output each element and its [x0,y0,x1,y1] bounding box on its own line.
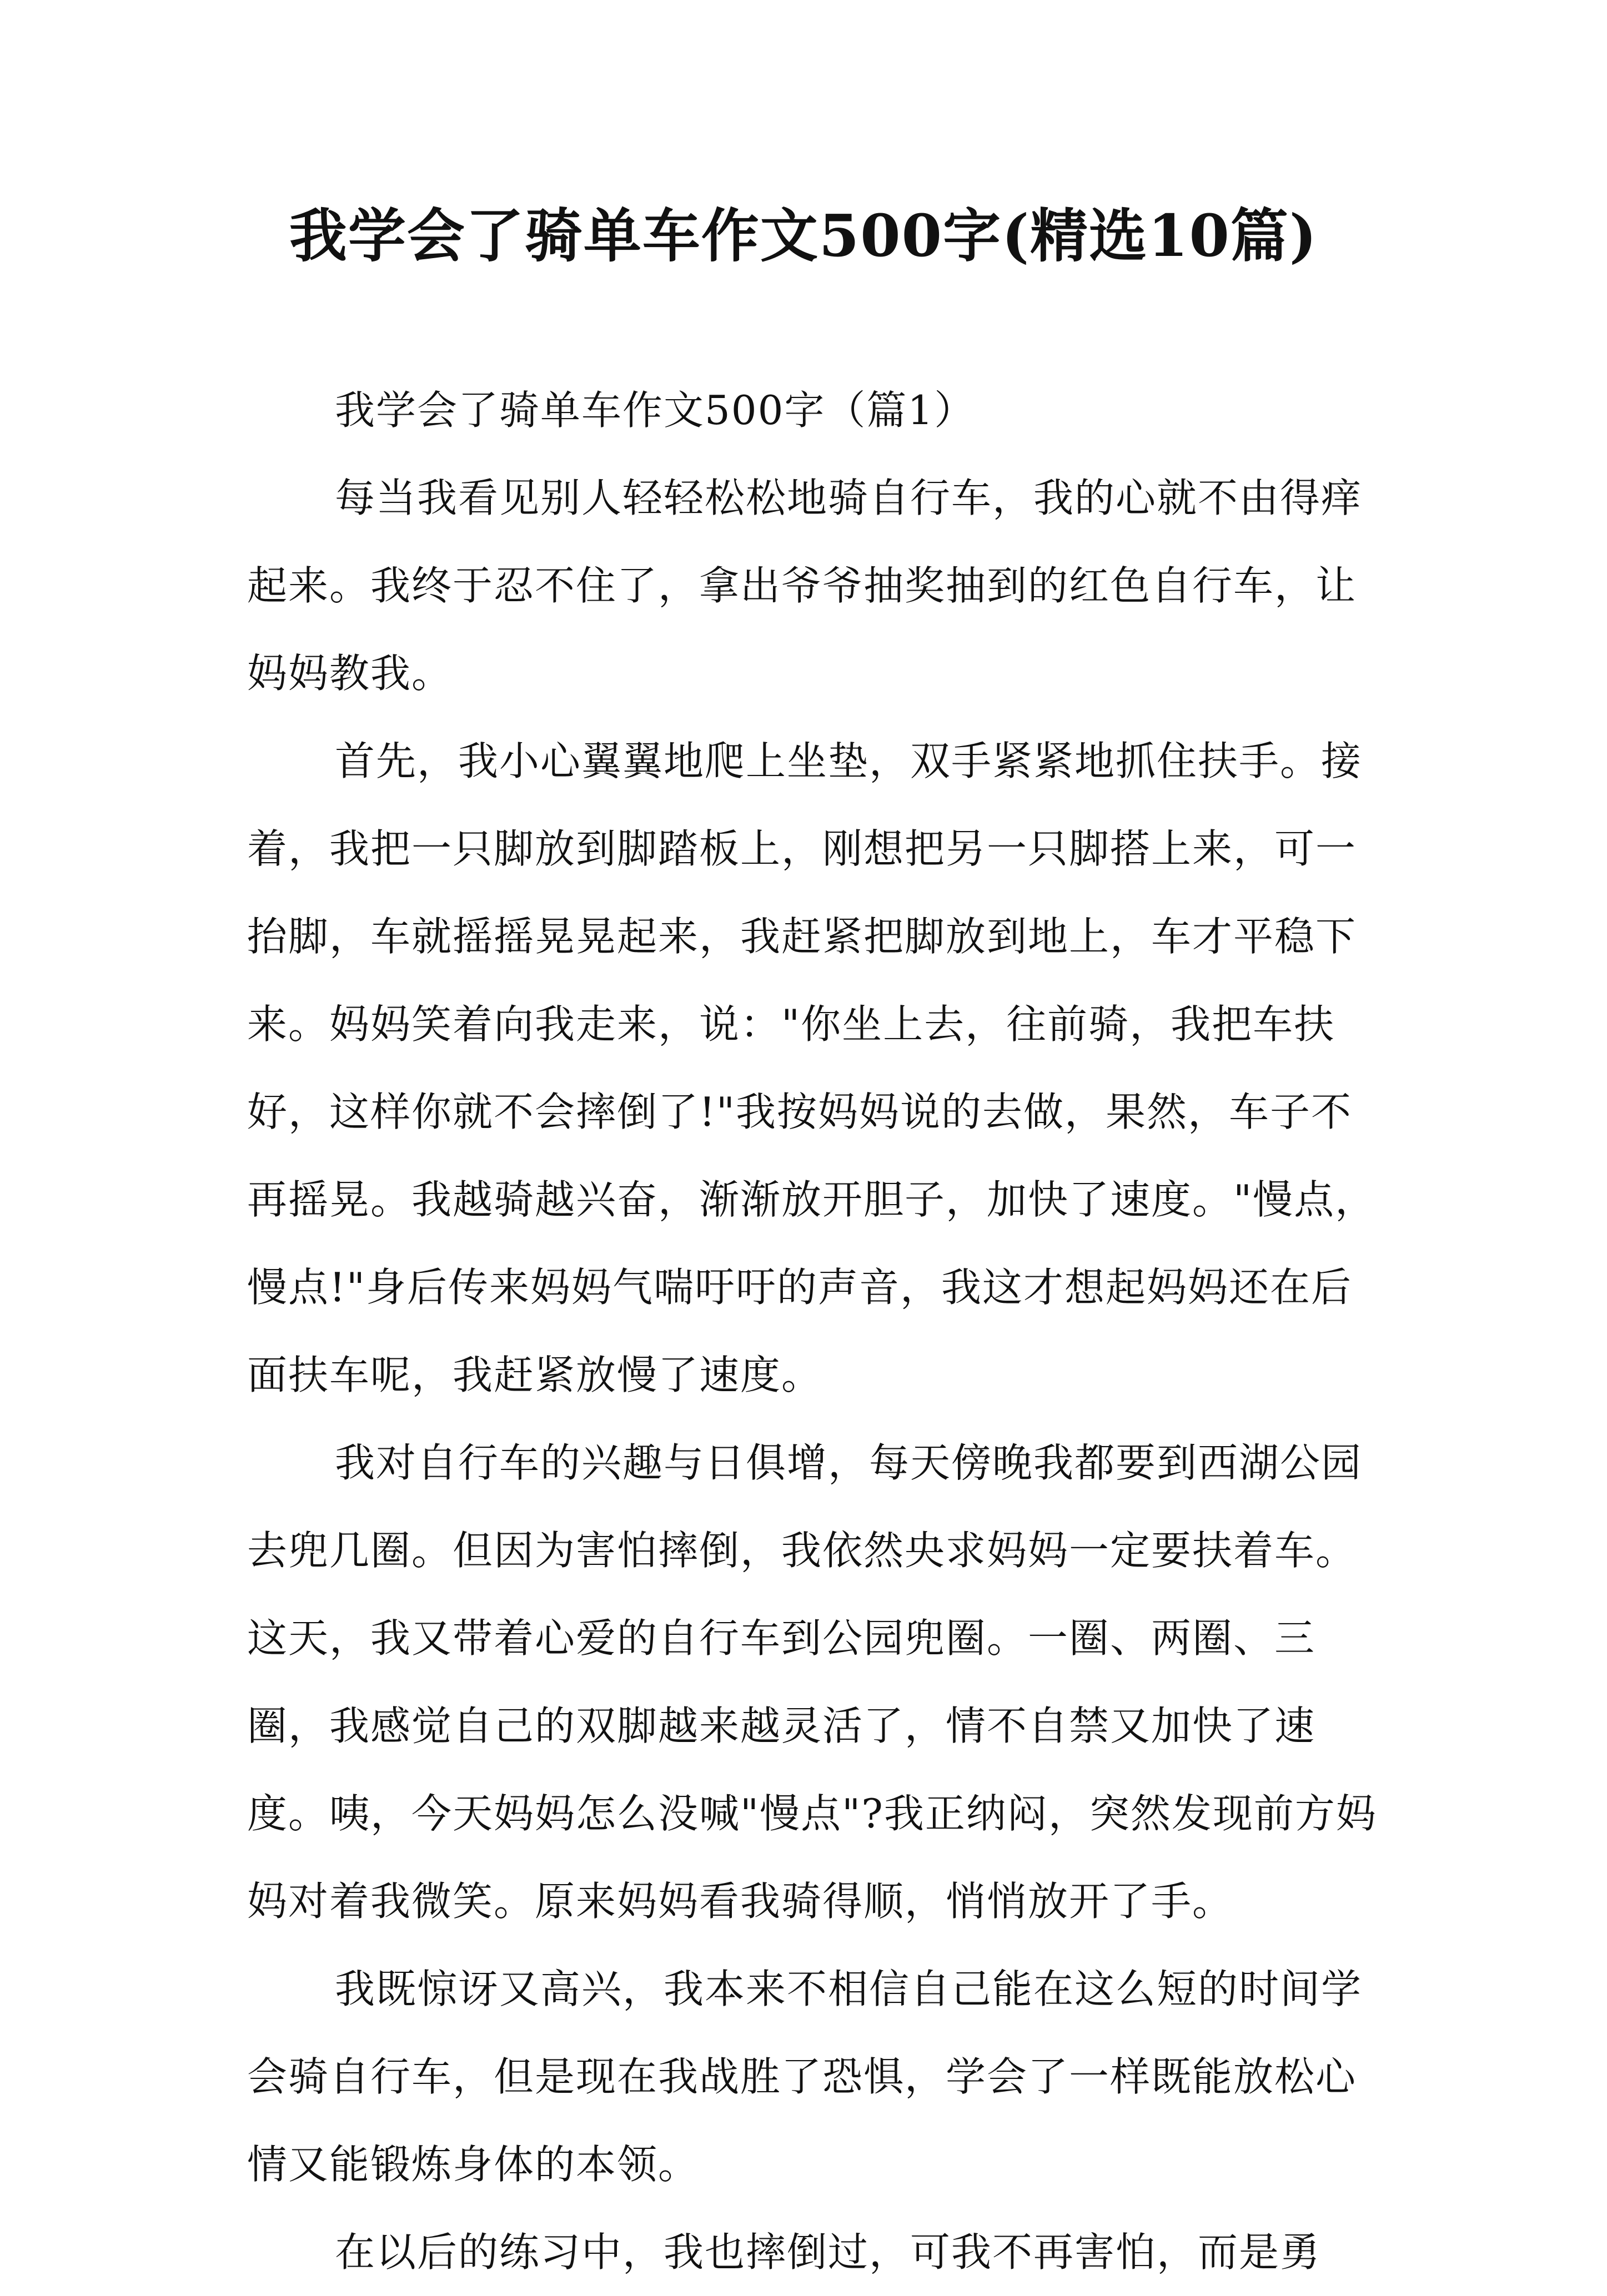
paragraph: 在以后的练习中，我也摔倒过，可我不再害怕，而是勇 [335,2229,1322,2275]
document-body [247,366,1380,2296]
paragraph: 我既惊讶又高兴，我本来不相信自己能在这么短的时间学会骑自行车，但是现在我战胜了恐惧，学会了一样既能放松心情又能锻炼身体的本领。 [247,1966,1363,2188]
paragraph: 每当我看见别人轻轻松松地骑自行车，我的心就不由得痒起来。我终于忍不住了，拿出爷爷抽奖抽到的红色自行车，让妈妈教我。 [247,475,1363,697]
section-heading: 我学会了骑单车作文500字（篇1） [335,387,976,434]
document-title: 我学会了骑单车作文500字(精选10篇) [289,202,1318,270]
paragraph: 我对自行车的兴趣与日俱增，每天傍晚我都要到西湖公园去兜几圈。但因为害怕摔倒，我依然央求妈妈一定要扶着车。这天，我又带着心爱的自行车到公园兜圈。一圈、两圈、三圈，我感觉自己的双脚越来越灵活了，情不自禁又加快了速度。咦，今天妈妈怎么没喊"慢点"?我正纳闷，突然发现前方妈妈对着我微笑。原来妈妈看我骑得顺，悄悄放开了手。 [247,1439,1377,1925]
paragraph: 首先，我小心翼翼地爬上坐垫，双手紧紧地抓住扶手。接着，我把一只脚放到脚踏板上，刚想把另一只脚搭上来，可一抬脚，车就摇摇晃晃起来，我赶紧把脚放到地上，车才平稳下来。妈妈笑着向我走来，说："你坐上去，往前骑，我把车扶好，这样你就不会摔倒了!"我按妈妈说的去做，果然，车子不再摇晃。我越骑越兴奋，渐渐放开胆子，加快了速度。"慢点，慢点!"身后传来妈妈气喘吁吁的声音，我这才想起妈妈还在后面扶车呢，我赶紧放慢了速度。 [247,738,1377,1398]
